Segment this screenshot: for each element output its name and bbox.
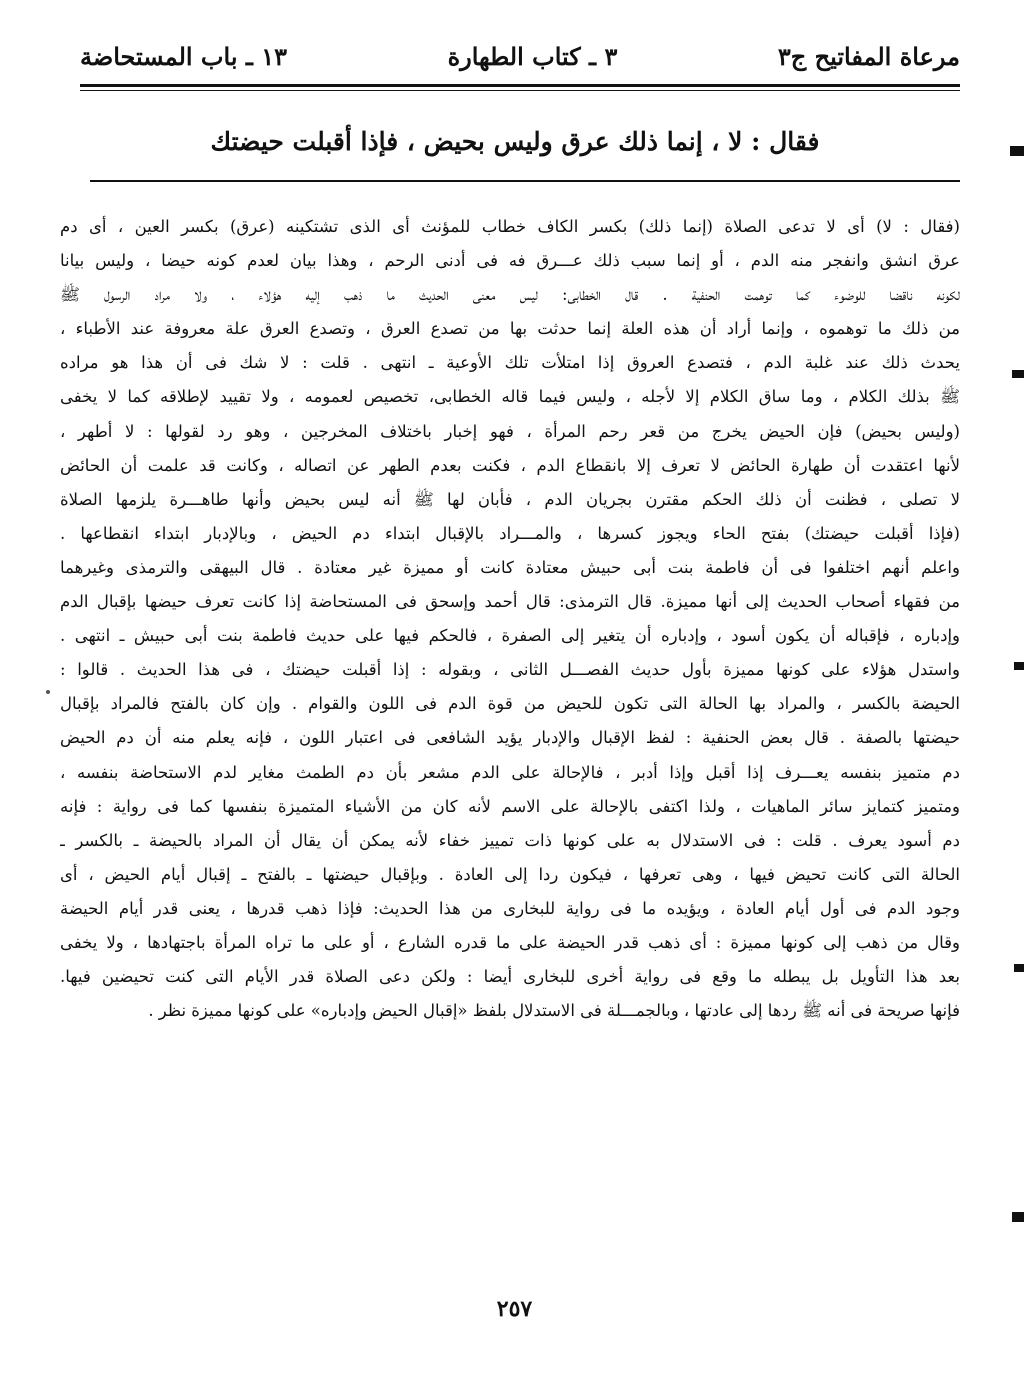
section-title: ٣ ـ كتاب الطهارة (447, 41, 618, 71)
commentary-body (60, 210, 960, 1028)
text-line: الحالة التى كانت تحيض فيها ، وهى تعرفها ، فيكون ردا إلى العادة . وبإقبال حيضتها ـ بالفتح ـ إقبال أيام الحيض ، أى (60, 864, 960, 884)
text-line: عرق انشق وانفجر منه الدم ، أو إنما سبب ذلك عـــرق فه فى أدنى الرحم ، وهذا بيان لعدم كونه حيضا ، وليس بيانا (60, 251, 960, 271)
text-line: وإدباره ، فإقباله أن يكون أسود ، وإدباره أن يتغير إلى الصفرة ، فالحكم فيها على حديث فاطمة بنت أبى حبيش ـ انتهى . (60, 626, 960, 646)
book-title: مرعاة المفاتيح ج٣ (777, 41, 960, 71)
text-line: دم أسود يعرف . قلت : فى الاستدلال به على كونها ذات تمييز خفاء لأنه يمكن أن يقال أن المراد بالحيضة ـ بالكسر ـ (60, 830, 960, 850)
scan-dot (46, 690, 50, 694)
text-line: (فإذا أقبلت حيضتك) بفتح الحاء ويجوز كسرها ، والمـــراد بالإقبال ابتداء دم الحيض ، وبالإدبار ابتداء انقطاعها . (60, 523, 960, 543)
margin-mark (1010, 146, 1024, 156)
margin-mark (1014, 964, 1024, 972)
header-rule-thin (80, 90, 960, 91)
running-header (80, 34, 960, 78)
chapter-title: ١٣ ـ باب المستحاضة (80, 41, 288, 71)
text-line: (وليس بحيض) فإن الحيض يخرج من قعر رحم المرأة ، فهو إخبار باختلاف المخرجين ، وهو رد لقولها : لا أطهر ، (60, 421, 960, 441)
text-line: لأنها اعتقدت أن طهارة الحائض لا تعرف إلا بانقطاع الدم ، فكنت بعدم الطهر عن اتصاله ، وكانت قد علمت أن الحائض (60, 455, 960, 475)
text-line: لا تصلى ، فظنت أن ذلك الحكم مقترن بجريان الدم ، فأبان لها ﷺ أنه ليس بحيض وأنها طاهـــرة يلزمها الصلاة (60, 489, 960, 509)
header-rule-thick (80, 84, 960, 87)
hadith-divider (90, 180, 960, 182)
text-line: يحدث ذلك عند غلبة الدم ، فتصدع العروق إذا امتلأت تلك الأوعية ـ انتهى . قلت : لا شك فى أن هذا هو مراده (60, 353, 960, 373)
text-line: وجود الدم فى أول أيام العادة ، ويؤيده ما فى رواية للبخارى من هذا الحديث: فإذا ذهب قدرها ، يعنى قدر أيام الحيضة (60, 898, 960, 918)
margin-mark (1012, 370, 1024, 378)
text-line: حيضتها بالصفة . قال بعض الحنفية : لفظ الإقبال والإدبار يؤيد الشافعى فى اعتبار اللون ، فإنه يعلم منه أن دم الحيض (60, 728, 960, 748)
text-line: (فقال : لا) أى لا تدعى الصلاة (إنما ذلك) بكسر الكاف خطاب للمؤنث أى الذى تشتكينه (عرق) بكسر العين ، أى دم (60, 217, 960, 236)
text-line: واستدل هؤلاء على كونها مميزة بأول حديث الفصـــل الثانى ، وبقوله : إذا أقبلت حيضتك ، فى هذا الحديث . قالوا : (60, 660, 960, 680)
text-line: ومتميز كتمايز سائر الماهيات ، ولذا اكتفى بالإحالة على الاسم لأنه كان من الأشياء المتميزة بنفسها كما فى رواية : فإنه (60, 796, 960, 816)
text-line: من فقهاء أصحاب الحديث إلى أنها مميزة. قال الترمذى: قال أحمد وإسحق فى المستحاضة إذا كانت تعرف حيضها بإقبال الدم (60, 592, 960, 612)
text-line: دم متميز بنفسه يعـــرف إذا أقبل وإذا أدبر ، فالإحالة على الدم مشعر بأن دم الطمث مغاير لدم الاستحاضة بنفسه ، (60, 762, 960, 782)
text-line: من ذلك ما توهموه ، وإنما أراد أن هذه العلة إنما حدثت بها من تصدع العرق ، وتصدع العرق علة معروفة عند الأطباء ، (60, 319, 960, 339)
text-line: الحيضة بالكسر ، والمراد بها الحالة التى تكون للحيض من قوة الدم فى اللون والقوام . وإن كان بالفتح فالمراد بإقبال (60, 694, 960, 714)
hadith-text: فقال : لا ، إنما ذلك عرق وليس بحيض ، فإذا أقبلت حيضتك (210, 127, 820, 156)
text-line: ﷺ بذلك الكلام ، وما ساق الكلام إلا لأجله ، وليس فيما قاله الخطابى، تخصيص لعمومه ، ولا تقييد لإطلاقه كما لا يخفى (60, 387, 960, 407)
text-line: فإنها صريحة فى أنه ﷺ ردها إلى عادتها ، وبالجمـــلة فى الاستدلال بلفظ «إقبال الحيض وإدباره» على كونها مميزة نظر . (148, 1001, 960, 1021)
text-line: بعد هذا التأويل بل يبطله ما وقع فى رواية أخرى للبخارى أيضا : ولكن دعى الصلاة قدر الأيام التى كنت تحيضين فيها. (60, 967, 960, 987)
text-line: لكونه ناقضا للوضوء كما توهمت الحنفية . قال الخطابى: ليس معنى الحديث ما ذهب إليه هؤلاء ، ولا مراد الرسول ﷺ (60, 285, 960, 305)
text-line: وقال من ذهب إلى كونها مميزة : أى ذهب قدر الحيضة على ما قدره الشارع ، أو على ما تراه المرأة باجتهادها ، ولا يخفى (60, 932, 960, 952)
text-line: واعلم أنهم اختلفوا فى أن فاطمة بنت أبى حبيش معتادة كانت أو مميزة غير معتادة . قال البيهقى والترمذى وغيرهما (60, 557, 960, 577)
page-number: ٢٥٧ (496, 1296, 533, 1322)
margin-mark (1012, 1212, 1024, 1222)
margin-mark (1014, 662, 1024, 670)
